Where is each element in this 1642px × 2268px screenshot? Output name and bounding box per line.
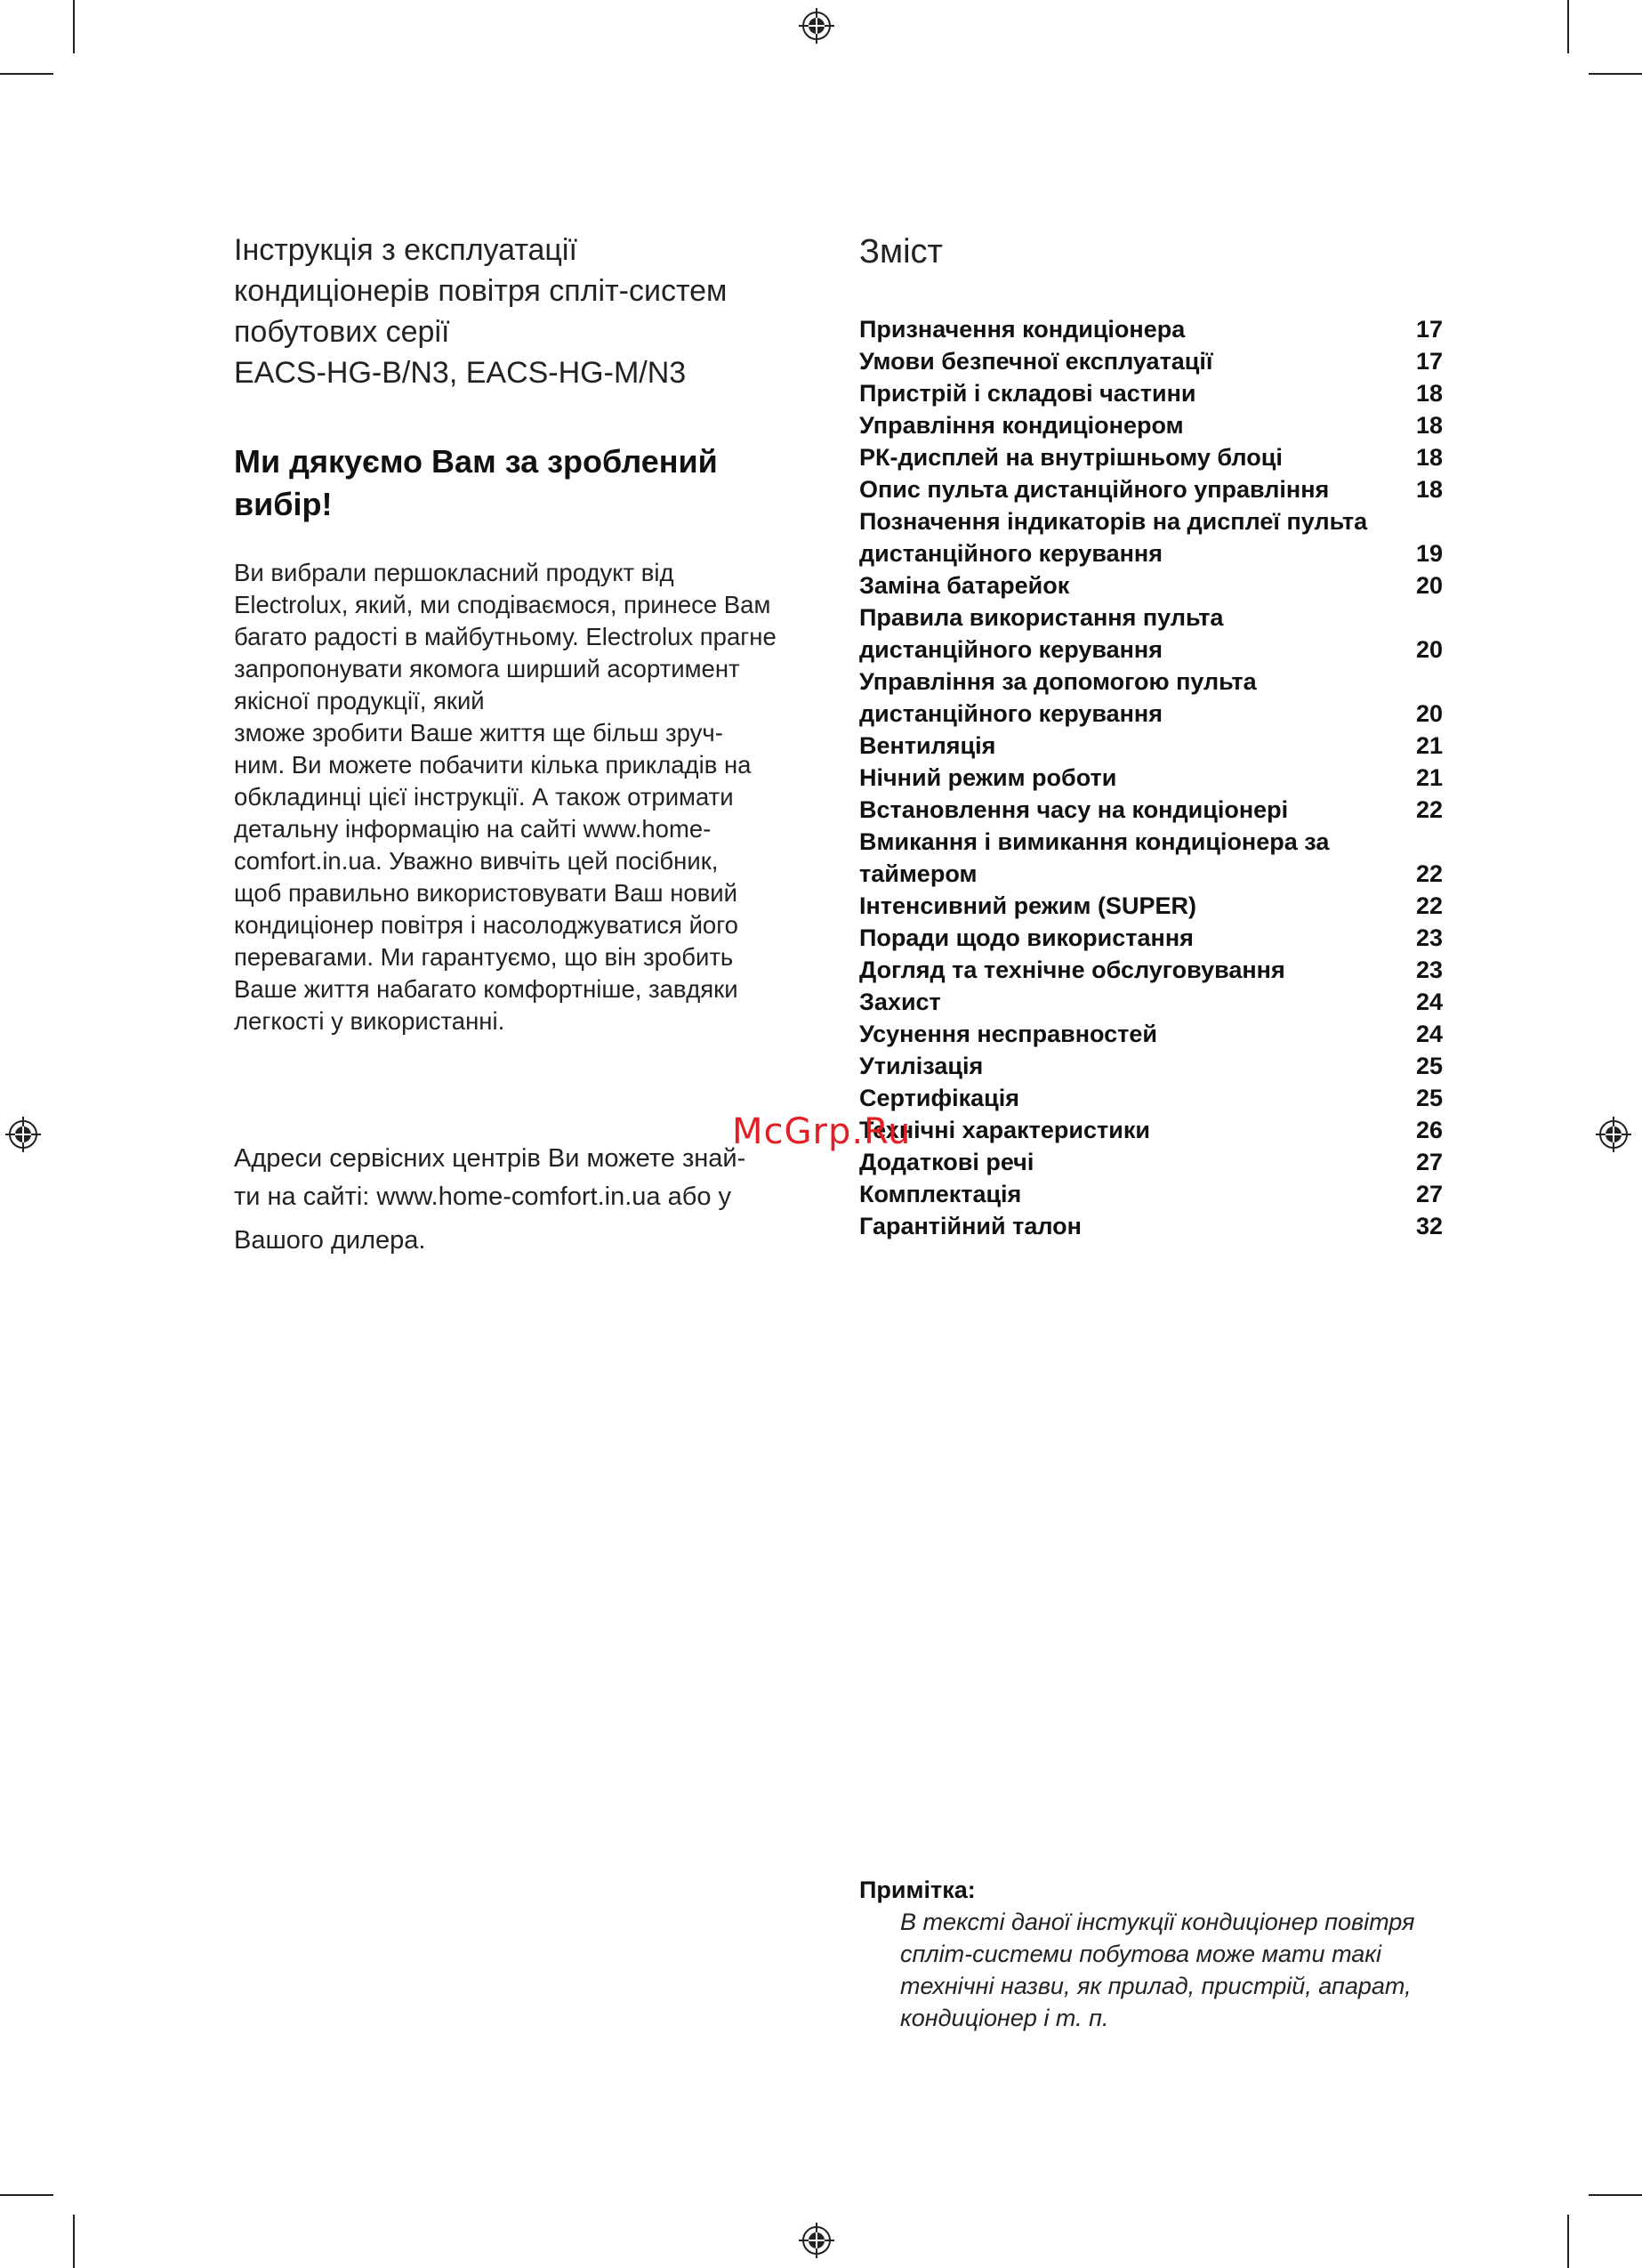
crop-mark-top-right-v bbox=[1567, 0, 1569, 53]
toc-page: 26 bbox=[1415, 1117, 1443, 1143]
service-line: Адреси сервісних центрів Ви можете знай- bbox=[234, 1144, 746, 1173]
toc-page: 18 bbox=[1415, 476, 1443, 503]
note-label: Примітка: bbox=[859, 1877, 976, 1903]
toc-page: 24 bbox=[1415, 989, 1443, 1015]
thanks-heading bbox=[234, 440, 821, 526]
toc-title: Позначення індикаторів на дисплеї пульта bbox=[859, 508, 1368, 535]
toc-page: 20 bbox=[1415, 636, 1443, 663]
toc-title: Призначення кондиціонера bbox=[859, 316, 1186, 343]
intro-line: ним. Ви можете побачити кілька прикладів на bbox=[234, 751, 752, 779]
toc-row[interactable] bbox=[859, 1082, 1443, 1114]
crop-mark-top-right-h bbox=[1589, 73, 1642, 75]
toc-row[interactable] bbox=[859, 890, 1443, 922]
toc-row[interactable] bbox=[859, 377, 1443, 409]
toc-page: 32 bbox=[1415, 1213, 1443, 1239]
thanks-heading-line: вибір! bbox=[234, 486, 333, 522]
toc-row[interactable] bbox=[859, 505, 1443, 537]
toc-title: Умови безпечної експлуатації bbox=[859, 348, 1213, 375]
toc-page: 25 bbox=[1415, 1053, 1443, 1079]
crop-mark-bottom-right-v bbox=[1567, 2215, 1569, 2268]
toc-page: 27 bbox=[1415, 1181, 1443, 1207]
document-title-line: Інструкція з експлуатації bbox=[234, 233, 577, 267]
intro-line: щоб правильно використовувати Ваш новий bbox=[234, 879, 738, 907]
service-line: ти на сайті: www.home-comfort.in.ua або у bbox=[234, 1182, 732, 1211]
service-centers-paragraph bbox=[234, 1140, 839, 1260]
toc-page: 21 bbox=[1415, 764, 1443, 791]
toc-row[interactable] bbox=[859, 473, 1443, 505]
toc-row[interactable] bbox=[859, 569, 1443, 601]
toc-page: 18 bbox=[1415, 412, 1443, 439]
toc-row[interactable] bbox=[859, 1210, 1443, 1242]
toc-row[interactable] bbox=[859, 1178, 1443, 1210]
toc-title: Догляд та технічне обслуговування bbox=[859, 956, 1285, 983]
crop-mark-bottom-left-v bbox=[73, 2215, 75, 2268]
toc-title: Усунення несправностей bbox=[859, 1021, 1158, 1047]
toc-row[interactable] bbox=[859, 858, 1443, 890]
toc-title: Захист bbox=[859, 989, 941, 1015]
document-title-line: побутових серії bbox=[234, 315, 450, 349]
toc-page: 25 bbox=[1415, 1085, 1443, 1111]
crop-mark-top-left-v bbox=[73, 0, 75, 53]
registration-mark-right-icon bbox=[1596, 1117, 1631, 1152]
toc-row[interactable] bbox=[859, 826, 1443, 858]
toc-row[interactable] bbox=[859, 698, 1443, 730]
intro-line: багато радості в майбутньому. Electrolux прагне bbox=[234, 623, 777, 650]
intro-line: якісної продукції, який bbox=[234, 687, 485, 714]
toc-page: 21 bbox=[1415, 732, 1443, 759]
toc-title: Додаткові речі bbox=[859, 1149, 1034, 1175]
toc-row[interactable] bbox=[859, 601, 1443, 634]
toc-title: Пристрій і складові частини bbox=[859, 380, 1196, 407]
intro-line: Ви вибрали першокласний продукт від bbox=[234, 559, 674, 586]
toc-row[interactable] bbox=[859, 986, 1443, 1018]
toc-page: 18 bbox=[1415, 380, 1443, 407]
intro-line: Electrolux, який, ми сподіваємося, принесе Вам bbox=[234, 591, 771, 618]
crop-mark-top-left-h bbox=[0, 73, 53, 75]
toc-title: дистанційного керування bbox=[859, 700, 1163, 727]
crop-mark-bottom-left-h bbox=[0, 2194, 53, 2196]
toc-row[interactable] bbox=[859, 634, 1443, 666]
toc-title: Комплектація bbox=[859, 1181, 1022, 1207]
toc-title: Опис пульта дистанційного управління bbox=[859, 476, 1330, 503]
intro-paragraph bbox=[234, 557, 839, 1037]
intro-line: кондиціонер повітря і насолоджуватися його bbox=[234, 911, 738, 939]
crop-mark-bottom-right-h bbox=[1589, 2194, 1642, 2196]
intro-line: зможе зробити Ваше життя ще більш зруч- bbox=[234, 719, 723, 747]
toc-page: 27 bbox=[1415, 1149, 1443, 1175]
toc-title: Вентиляція bbox=[859, 732, 996, 759]
watermark-logo: McGrp.Ru bbox=[732, 1111, 912, 1152]
toc-page: 20 bbox=[1415, 572, 1443, 599]
toc-title: Вмикання і вимикання кондиціонера за bbox=[859, 828, 1330, 855]
toc-title: Технічні характеристики bbox=[859, 1117, 1150, 1143]
intro-line: Ваше життя набагато комфортніше, завдяки bbox=[234, 975, 738, 1003]
toc-title: Правила використання пульта bbox=[859, 604, 1224, 631]
toc-title: РК-дисплей на внутрішньому блоці bbox=[859, 444, 1283, 471]
toc-title: Заміна батарейок bbox=[859, 572, 1070, 599]
note-line: спліт-системи побутова може мати такі bbox=[900, 1941, 1382, 1967]
table-of-contents bbox=[859, 313, 1443, 1242]
toc-row[interactable] bbox=[859, 730, 1443, 762]
toc-page: 23 bbox=[1415, 924, 1443, 951]
toc-row[interactable] bbox=[859, 537, 1443, 569]
toc-row[interactable] bbox=[859, 441, 1443, 473]
toc-page: 17 bbox=[1415, 316, 1443, 343]
intro-line: запропонувати якомога ширший асортимент bbox=[234, 655, 740, 682]
toc-row[interactable] bbox=[859, 954, 1443, 986]
toc-row[interactable] bbox=[859, 922, 1443, 954]
toc-title: Нічний режим роботи bbox=[859, 764, 1117, 791]
toc-row[interactable] bbox=[859, 1114, 1443, 1146]
toc-row[interactable] bbox=[859, 1050, 1443, 1082]
intro-line: легкості у використанні. bbox=[234, 1007, 505, 1035]
toc-title: Сертифікація bbox=[859, 1085, 1019, 1111]
toc-title: дистанційного керування bbox=[859, 540, 1163, 567]
intro-line: детальну інформацію на сайті www.home- bbox=[234, 815, 712, 843]
toc-row[interactable] bbox=[859, 313, 1443, 345]
toc-row[interactable] bbox=[859, 666, 1443, 698]
toc-title: Утилізація bbox=[859, 1053, 984, 1079]
toc-row[interactable] bbox=[859, 794, 1443, 826]
toc-title: Управління за допомогою пульта bbox=[859, 668, 1257, 695]
toc-row[interactable] bbox=[859, 409, 1443, 441]
toc-row[interactable] bbox=[859, 1018, 1443, 1050]
toc-page: 18 bbox=[1415, 444, 1443, 471]
note-line: кондиціонер і т. п. bbox=[900, 2005, 1109, 2031]
toc-page: 22 bbox=[1415, 860, 1443, 887]
note-line: технічні назви, як прилад, пристрій, апарат, bbox=[900, 1973, 1412, 1999]
document-title-line: кондиціонерів повітря спліт-систем bbox=[234, 274, 728, 308]
toc-page: 20 bbox=[1415, 700, 1443, 727]
toc-title: дистанційного керування bbox=[859, 636, 1163, 663]
thanks-heading-line: Ми дякуємо Вам за зроблений bbox=[234, 443, 718, 480]
registration-mark-left-icon bbox=[5, 1117, 41, 1152]
toc-title: Управління кондиціонером bbox=[859, 412, 1184, 439]
document-title bbox=[234, 230, 839, 393]
registration-mark-bottom-icon bbox=[799, 2223, 834, 2258]
toc-title: Гарантійний талон bbox=[859, 1213, 1082, 1239]
toc-title: Інтенсивний режим (SUPER) bbox=[859, 892, 1196, 919]
toc-title: Поради щодо використання bbox=[859, 924, 1194, 951]
intro-line: обкладинці цієї інструкції. А також отримати bbox=[234, 783, 734, 811]
intro-line: comfort.in.ua. Уважно вивчіть цей посібник, bbox=[234, 847, 719, 875]
registration-mark-top-icon bbox=[799, 8, 834, 44]
toc-page: 23 bbox=[1415, 956, 1443, 983]
toc-page: 24 bbox=[1415, 1021, 1443, 1047]
note-line: В тексті даної інстукції кондиціонер повітря bbox=[900, 1909, 1415, 1935]
toc-page: 19 bbox=[1415, 540, 1443, 567]
toc-page: 22 bbox=[1415, 796, 1443, 823]
service-line: Вашого дилера. bbox=[234, 1226, 426, 1255]
toc-row[interactable] bbox=[859, 762, 1443, 794]
intro-line: перевагами. Ми гарантуємо, що він зробить bbox=[234, 943, 734, 971]
toc-title: таймером bbox=[859, 860, 978, 887]
toc-heading: Зміст bbox=[859, 233, 943, 270]
toc-page: 22 bbox=[1415, 892, 1443, 919]
toc-row[interactable] bbox=[859, 1146, 1443, 1178]
document-title-line: EACS-HG-B/N3, EACS-HG-M/N3 bbox=[234, 356, 687, 390]
toc-page: 17 bbox=[1415, 348, 1443, 375]
toc-row[interactable] bbox=[859, 345, 1443, 377]
note-text bbox=[900, 1906, 1452, 2034]
toc-title: Встановлення часу на кондиціонері bbox=[859, 796, 1289, 823]
